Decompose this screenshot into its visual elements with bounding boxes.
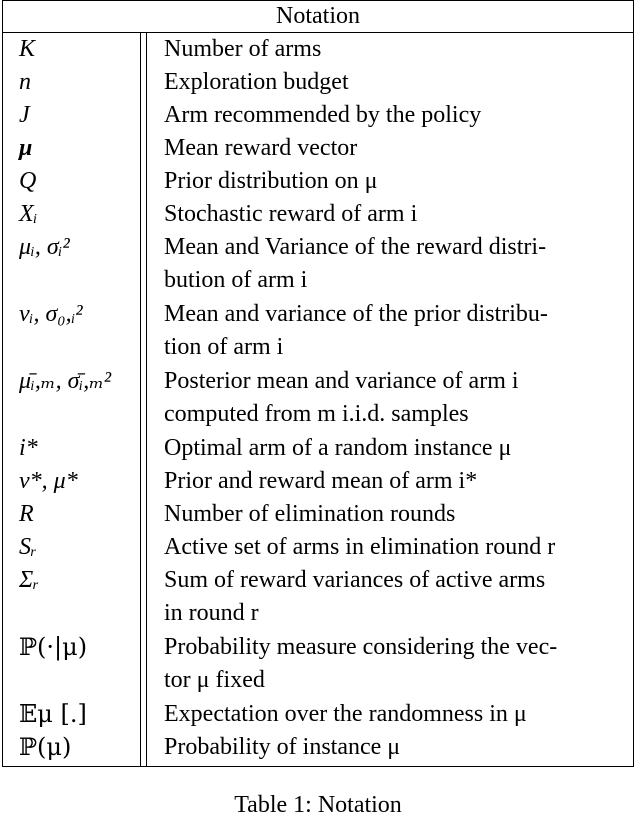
- symbol-cell: μ: [19, 135, 33, 161]
- description-cell: Arm recommended by the policy: [164, 102, 482, 128]
- table-header: Notation: [3, 1, 633, 33]
- description-cell: Number of elimination rounds: [164, 501, 456, 527]
- table-caption: Table 1: Notation: [234, 792, 402, 818]
- description-cell: Number of arms: [164, 36, 322, 62]
- symbol-cell: Xᵢ: [19, 201, 38, 227]
- double-rule-right: [146, 33, 147, 766]
- description-cell: Active set of arms in elimination round r: [164, 534, 556, 560]
- description-cell: Optimal arm of a random instance μ: [164, 435, 512, 461]
- symbol-cell: K: [19, 36, 36, 62]
- symbol-cell: Σᵣ: [19, 567, 40, 593]
- description-cell: Expectation over the randomness in μ: [164, 701, 527, 727]
- description-cell: Sum of reward variances of active arms in round r: [164, 567, 546, 626]
- symbol-cell: i*: [19, 435, 38, 461]
- description-cell: Prior and reward mean of arm i*: [164, 468, 478, 494]
- symbol-cell: n: [19, 69, 31, 95]
- description-cell: Mean and Variance of the reward distri- bution of arm i: [164, 234, 547, 293]
- description-cell: Prior distribution on μ: [164, 168, 378, 194]
- symbol-cell: R: [19, 501, 34, 527]
- symbol-cell: νᵢ, σ₀,ᵢ²: [19, 301, 83, 327]
- symbol-cell: μ̄ᵢ,ₘ, σ̄ᵢ,ₘ²: [19, 368, 112, 394]
- description-cell: Stochastic reward of arm i: [164, 201, 418, 227]
- notation-table: [2, 0, 634, 767]
- symbol-cell: 𝔼μ [.]: [19, 700, 87, 728]
- double-rule-left: [140, 33, 141, 766]
- description-cell: Probability of instance μ: [164, 734, 401, 760]
- description-cell: Mean and variance of the prior distribu- tion of arm i: [164, 301, 548, 360]
- symbol-cell: ℙ(·|μ): [19, 633, 88, 661]
- symbol-cell: Sᵣ: [19, 534, 37, 560]
- description-cell: Exploration budget: [164, 69, 349, 95]
- symbol-cell: μᵢ, σᵢ²: [19, 234, 70, 260]
- symbol-cell: J: [19, 102, 30, 128]
- symbol-cell: ν*, μ*: [19, 468, 78, 494]
- symbol-cell: Q: [19, 168, 37, 194]
- symbol-cell: ℙ(μ): [19, 733, 72, 761]
- description-cell: Mean reward vector: [164, 135, 358, 161]
- description-cell: Posterior mean and variance of arm i computed from m i.i.d. samples: [164, 368, 519, 427]
- description-cell: Probability measure considering the vec- tor μ fixed: [164, 634, 558, 693]
